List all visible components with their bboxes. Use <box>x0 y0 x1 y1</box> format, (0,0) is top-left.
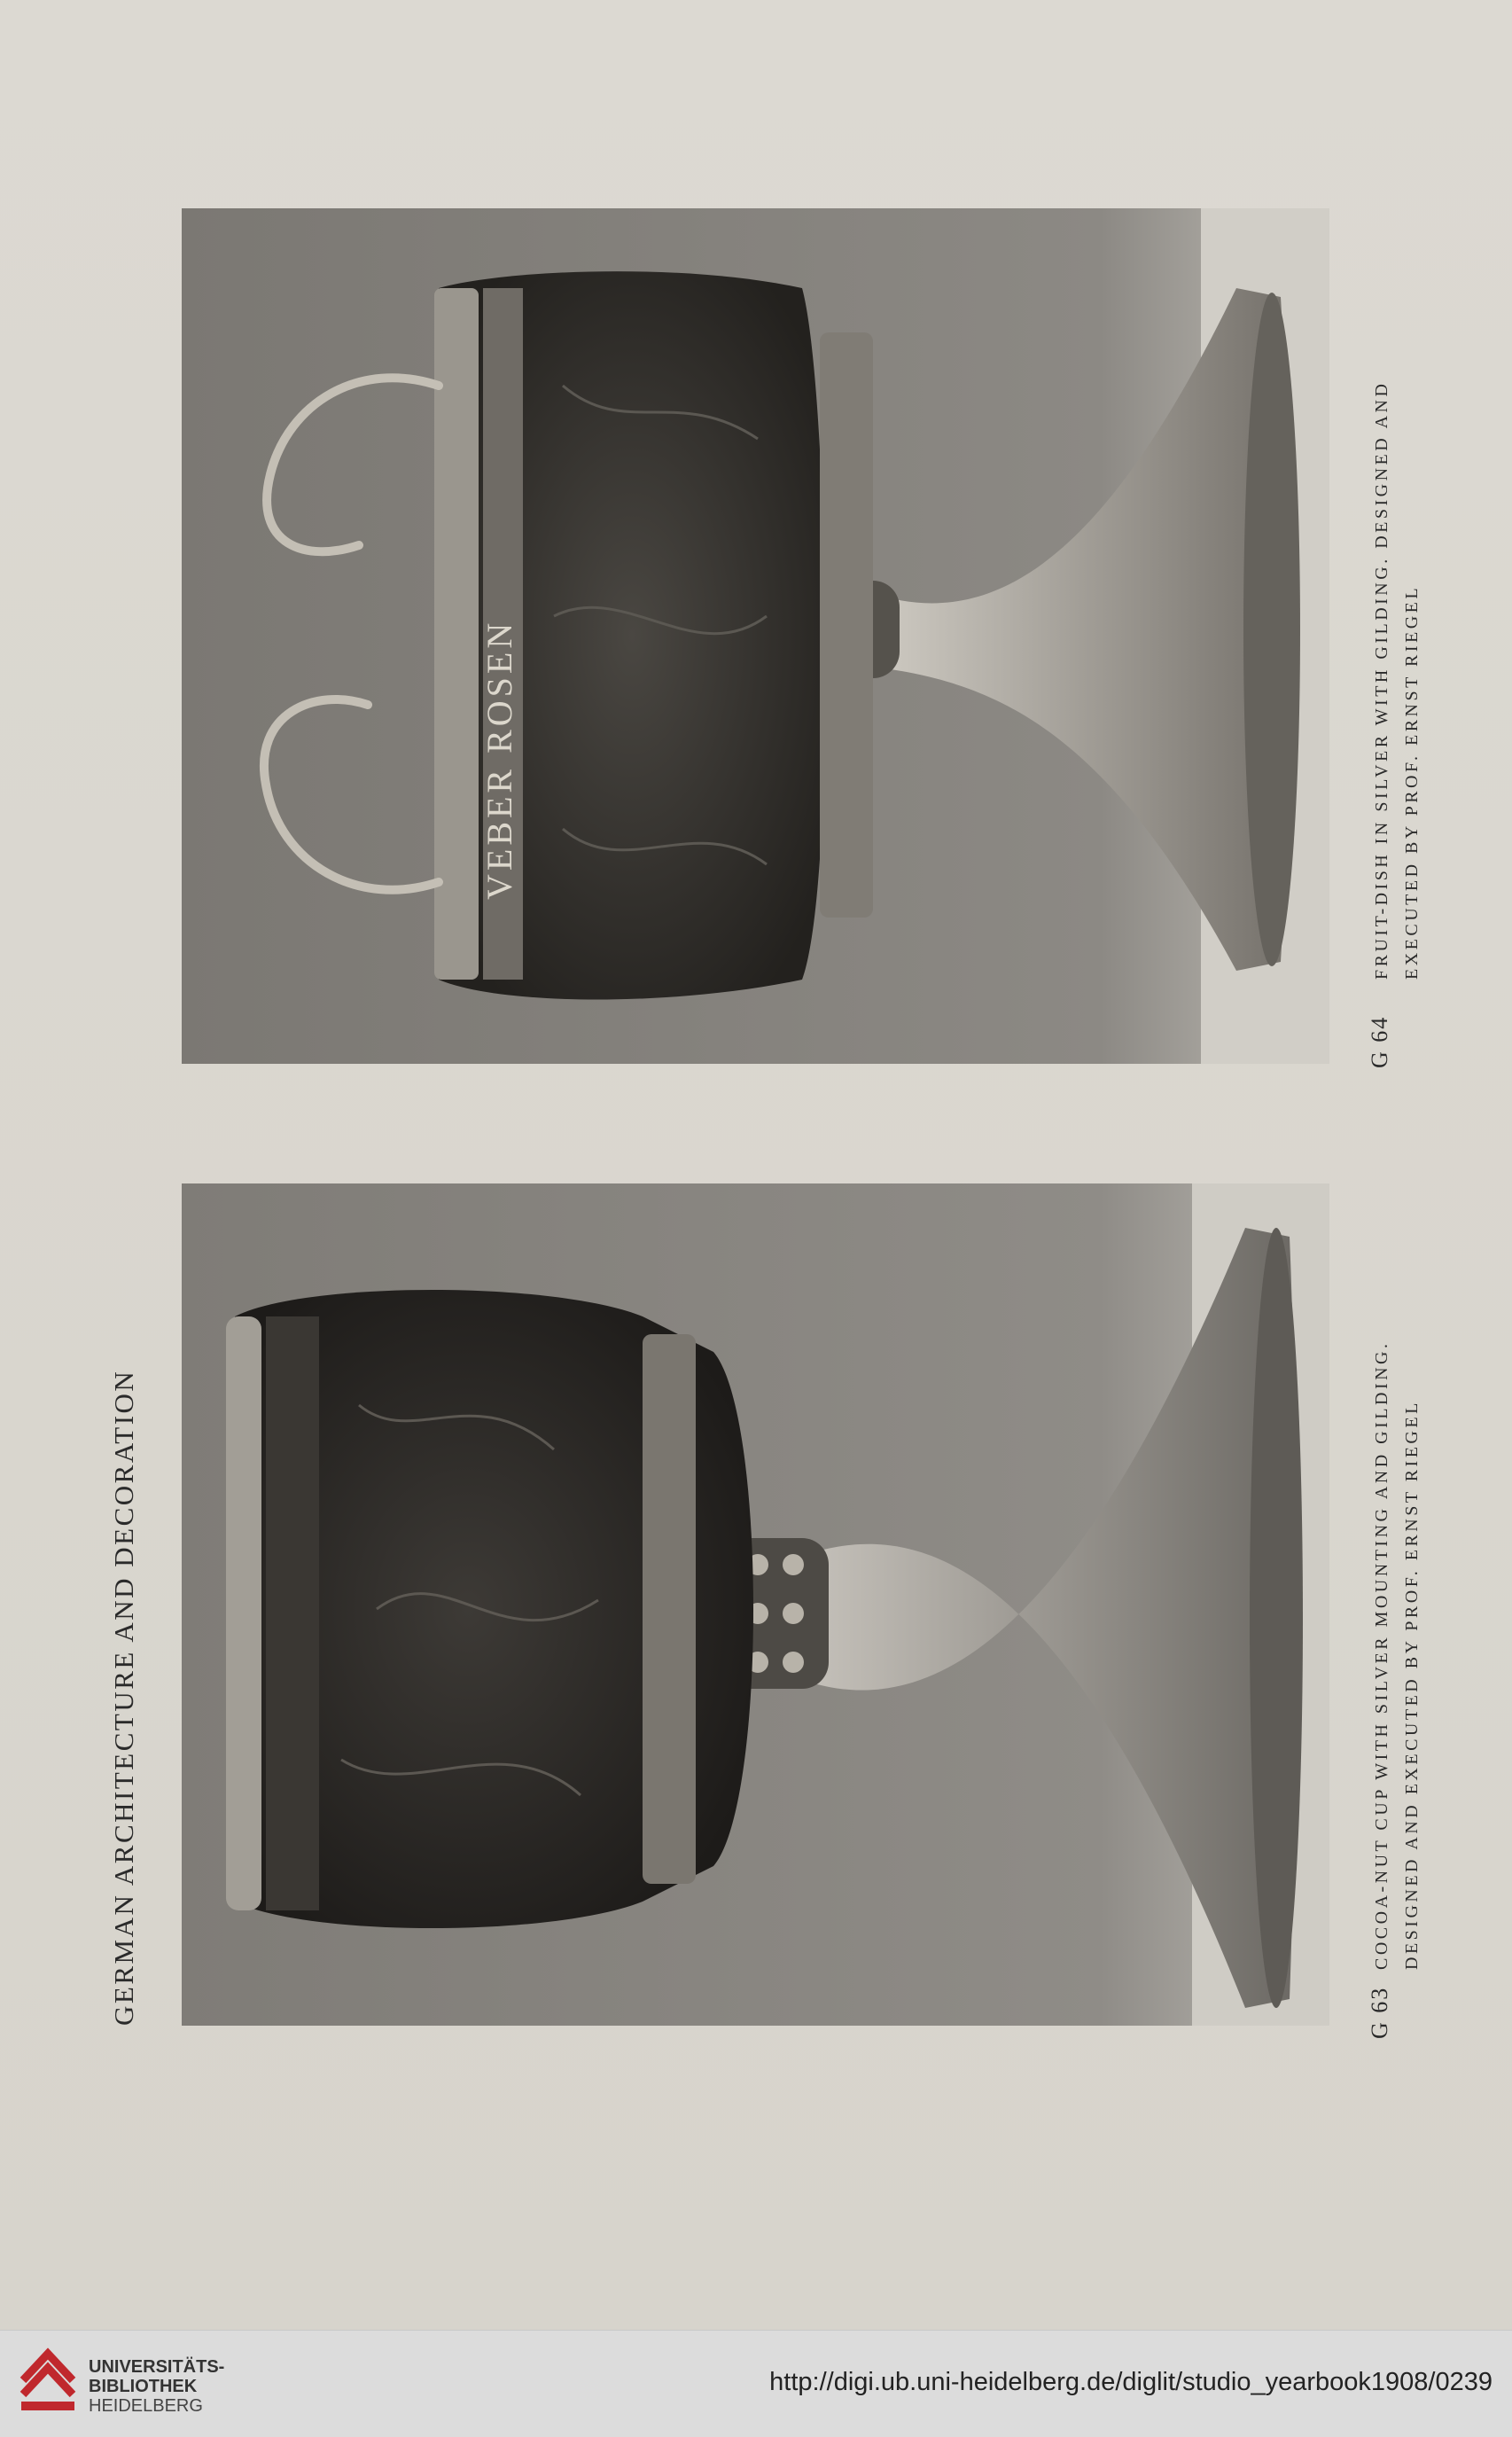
caption-g63-line2: DESIGNED AND EXECUTED BY PROF. ERNST RIEGEL <box>1402 1400 1422 1970</box>
cocoa-nut-cup-image <box>182 1183 1329 2026</box>
library-line2: BIBLIOTHEK <box>89 2377 198 2396</box>
caption-g64-line2: EXECUTED BY PROF. ERNST RIEGEL <box>1402 584 1422 980</box>
footer-bar <box>0 2330 1512 2437</box>
plate-number-g63: G 63 <box>1367 1986 1392 2039</box>
caption-g64-line1: FRUIT-DISH IN SILVER WITH GILDING. DESIGNED AND <box>1372 380 1391 980</box>
university-logo-icon <box>16 2347 80 2421</box>
library-line3: HEIDELBERG <box>89 2396 203 2416</box>
plate-g63-photo <box>182 1183 1329 2026</box>
plate-number-g64: G 64 <box>1367 1015 1392 1068</box>
library-name <box>89 2357 224 2416</box>
plate-g64-photo <box>182 208 1329 1064</box>
source-url[interactable]: http://digi.ub.uni-heidelberg.de/diglit/studio_yearbook1908/0239 <box>769 2368 1493 2396</box>
library-line1: UNIVERSITÄTS- <box>89 2357 225 2377</box>
fruit-dish-image <box>182 208 1329 1064</box>
caption-g63-line1: COCOA-NUT CUP WITH SILVER MOUNTING AND GILDING. <box>1372 1340 1391 1970</box>
dish-inscription: VEBER ROSEN <box>479 619 519 900</box>
running-head: GERMAN ARCHITECTURE AND DECORATION <box>108 1369 139 2026</box>
